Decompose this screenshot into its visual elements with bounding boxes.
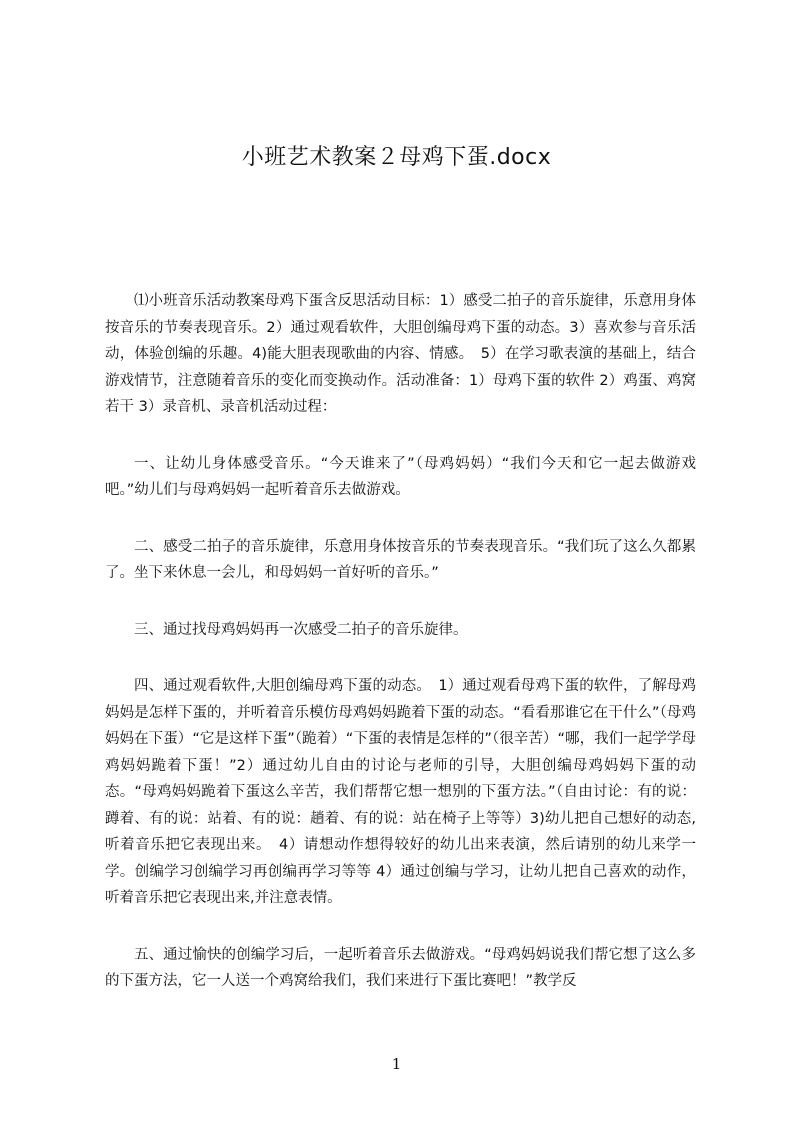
paragraph-step-three: 三、通过找母鸡妈妈再一次感受二拍子的音乐旋律。 <box>134 621 468 638</box>
page-number: 1 <box>391 1055 402 1073</box>
paragraph-step-four: 四、通过观看软件,大胆创编母鸡下蛋的动态。 1）通过观看母鸡下蛋的软件，了解母鸡妈妈是怎样下蛋的，并听着音乐模仿母鸡妈妈跪着下蛋的动态。“看看那谁它在干什么”（母鸡妈妈在下蛋）“它是这样下蛋”（跪着）“下蛋的表情是怎样的”（很辛苦）“哪，我们一起学学母鸡妈妈跪着下蛋！”2）通过幼儿自由的讨论与老师的引导，大胆创编母鸡妈妈下蛋的动态。“母鸡妈妈跪着下蛋这么辛苦，我们帮帮它想一想别的下蛋方法。”（自由讨论：有的说：蹲着、有的说：站着、有的说：趟着、有的说：站在椅子上等等）3)幼儿把自己想好的动态,听着音乐把它表现出来。 4）请想动作想得较好的幼儿出来表演，然后请别的幼儿来学一学。创编学习创编学习再创编再学习等等 4）通过创编与学习，让幼儿把自己喜欢的动作，听着音乐把它表现出来,并注意表情。 <box>105 678 696 906</box>
document-body <box>105 288 696 995</box>
paragraph-spacer <box>105 643 696 673</box>
paragraph-spacer <box>105 421 696 451</box>
paragraph-spacer <box>105 587 696 617</box>
paragraph-spacer <box>105 912 696 942</box>
paragraph-step-one: 一、让幼儿身体感受音乐。“今天谁来了”（母鸡妈妈）“我们今天和它一起去做游戏吧。”幼儿们与母鸡妈妈一起听着音乐去做游戏。 <box>105 455 696 498</box>
paragraph-spacer <box>105 504 696 534</box>
paragraph-step-five: 五、通过愉快的创编学习后，一起听着音乐去做游戏。“母鸡妈妈说我们帮它想了这么多的下蛋方法，它一人送一个鸡窝给我们，我们来进行下蛋比赛吧！”教学反 <box>105 946 696 989</box>
document-title: 小班艺术教案２母鸡下蛋.docx <box>241 145 552 170</box>
paragraph-objectives: ⑴小班音乐活动教案母鸡下蛋含反思活动目标：1）感受二拍子的音乐旋律，乐意用身体按音乐的节奏表现音乐。2）通过观看软件，大胆创编母鸡下蛋的动态。3）喜欢参与音乐活动，体验创编的乐趣。4)能大胆表现歌曲的内容、情感。 5）在学习歌表演的基础上，结合游戏情节，注意随着音乐的变化而变换动作。活动准备：1）母鸡下蛋的软件 2）鸡蛋、鸡窝若干 3）录音机、录音机活动过程： <box>105 293 696 415</box>
paragraph-step-two: 二、感受二拍子的音乐旋律，乐意用身体按音乐的节奏表现音乐。“我们玩了这么久都累了。坐下来休息一会儿，和母妈妈一首好听的音乐。” <box>105 538 696 581</box>
